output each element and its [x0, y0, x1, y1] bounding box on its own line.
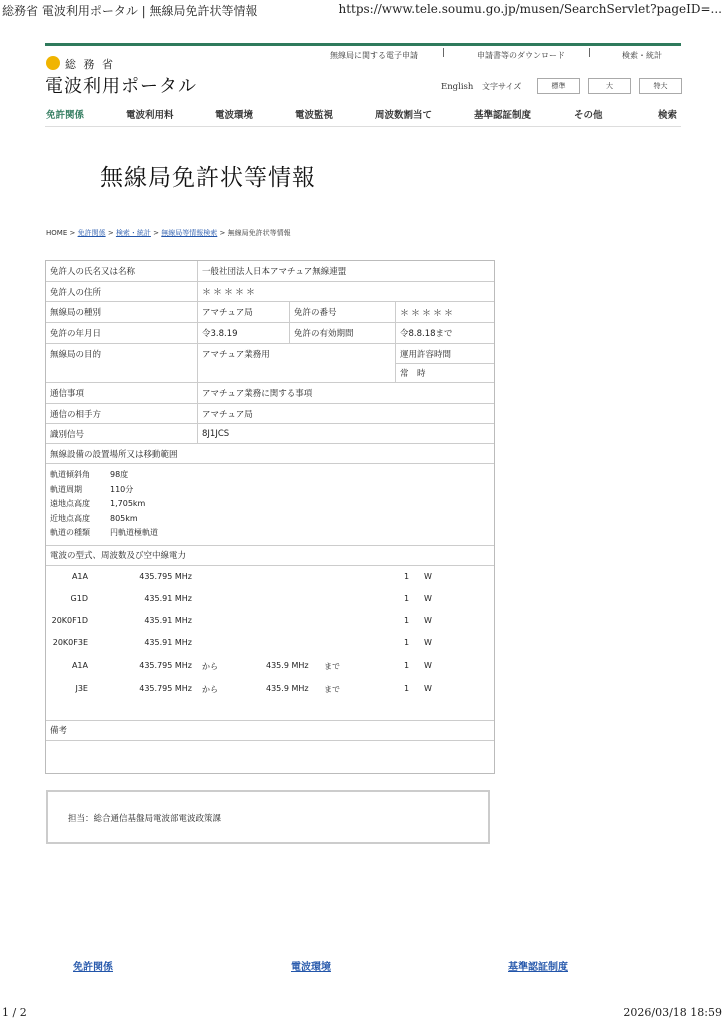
emission-unit: W [424, 660, 432, 670]
util-link-search-stats[interactable]: 検索・統計 [622, 51, 662, 60]
emission-type: J3E [75, 683, 88, 693]
remarks-label: 備考 [50, 726, 68, 736]
orbit-line [50, 468, 158, 483]
orbit-key: 遠地点高度 [50, 499, 90, 508]
emission-to-freq: 435.9 MHz [266, 660, 309, 670]
licensee-value: 一般社団法人日本アマチュア無線連盟 [202, 267, 347, 277]
table-row [46, 302, 494, 323]
orbit-key: 軌道の種類 [50, 528, 90, 537]
breadcrumb-sep: > [153, 229, 160, 237]
nav-certification[interactable]: 基準認証制度 [474, 110, 532, 121]
emission-from: から [202, 661, 218, 671]
table-row [46, 721, 494, 741]
emission-power: 1 [404, 615, 410, 625]
emission-power: 1 [404, 593, 410, 603]
hours-value: 常 時 [400, 369, 426, 379]
license-date-label: 免許の年月日 [46, 323, 198, 343]
english-link[interactable]: English [441, 82, 474, 92]
footer-link-certification[interactable]: 基準認証制度 [508, 962, 568, 973]
breadcrumb-current: 無線局免許状等情報 [227, 229, 291, 237]
emission-power: 1 [404, 683, 410, 693]
station-type-label: 無線局の種別 [46, 302, 198, 322]
nav-radio-environment[interactable]: 電波環境 [215, 110, 254, 121]
emission-freq: 435.795 MHz [139, 660, 192, 670]
orbit-info [46, 464, 162, 545]
print-page-number: 1 / 2 [2, 1006, 27, 1019]
emission-type: G1D [70, 593, 88, 603]
emission-type: A1A [71, 660, 88, 670]
emission-freq: 435.91 MHz [144, 637, 192, 647]
orbit-line [50, 512, 158, 527]
purpose-value: アマチュア業務用 [198, 344, 396, 382]
location-label: 無線設備の設置場所又は移動範囲 [50, 449, 178, 460]
license-no-value: ＊＊＊＊＊ [400, 308, 456, 319]
util-link-downloads[interactable]: 申請書等のダウンロード [477, 51, 565, 60]
licensee-label: 免許人の氏名又は名称 [46, 261, 198, 281]
nav-frequency-allocation[interactable]: 周波数割当て [375, 110, 433, 121]
nav-search[interactable]: 検索 [658, 110, 678, 121]
table-row [46, 566, 494, 721]
emission-type: A1A [71, 571, 88, 581]
callsign-label: 識別信号 [46, 424, 198, 443]
table-row [46, 424, 494, 444]
comm-label: 通信事項 [46, 383, 198, 403]
orbit-value: 円軌道極軌道 [110, 528, 158, 537]
print-page-title: 総務省 電波利用ポータル | 無線局免許状等情報 [2, 4, 258, 18]
footer-link-radio-environment[interactable]: 電波環境 [291, 962, 331, 973]
orbit-value: 98度 [110, 470, 129, 479]
orbit-line [50, 526, 158, 541]
print-date: 2026/03/18 18:59 [623, 1006, 722, 1019]
address-value: ＊＊＊＊＊ [202, 288, 258, 298]
table-row [46, 741, 494, 773]
address-label: 免許人の住所 [46, 282, 198, 301]
footer-link-license[interactable]: 免許関係 [73, 962, 113, 973]
table-row [46, 383, 494, 404]
partner-label: 通信の相手方 [46, 404, 198, 423]
portal-logo[interactable]: 電波利用ポータル [45, 76, 197, 97]
table-row [46, 444, 494, 464]
orbit-value: 1,705km [110, 499, 146, 508]
remarks-value [46, 741, 494, 773]
validity-value: 令8.8.18まで [400, 329, 453, 339]
table-row [46, 404, 494, 424]
breadcrumb-sep: > [219, 229, 226, 237]
table-row [46, 546, 494, 566]
orbit-value: 110分 [110, 484, 134, 494]
ministry-name: 総 務 省 [65, 58, 115, 71]
emission-until: まで [324, 684, 340, 694]
page-title: 無線局免許状等情報 [100, 165, 316, 191]
font-size-large-button[interactable]: 大 [588, 78, 631, 94]
contact-text: 担当：総合通信基盤局電波部電波政策課 [68, 814, 222, 824]
station-type-value: アマチュア局 [198, 302, 290, 322]
ministry-logo-icon [46, 56, 60, 70]
partner-value: アマチュア局 [202, 409, 253, 420]
header-rule [45, 43, 681, 46]
emission-type: 20K0F3E [52, 637, 88, 647]
font-size-standard-button[interactable]: 標準 [537, 78, 580, 94]
emission-unit: W [424, 637, 432, 647]
hours-cell [396, 344, 494, 382]
nav-other[interactable]: その他 [574, 110, 603, 121]
emission-freq: 435.795 MHz [139, 683, 192, 693]
license-date-value: 令3.8.19 [198, 323, 290, 343]
util-link-e-application[interactable]: 無線局に関する電子申請 [330, 51, 418, 60]
emission-power: 1 [404, 571, 410, 581]
emission-unit: W [424, 683, 432, 693]
emission-freq: 435.91 MHz [144, 615, 192, 625]
emission-type: 20K0F1D [51, 615, 88, 625]
emission-unit: W [424, 593, 432, 603]
breadcrumb-link-search-stats[interactable]: 検索・統計 [115, 229, 151, 237]
orbit-key: 軌道周期 [50, 484, 82, 494]
emission-label: 電波の型式、周波数及び空中線電力 [50, 551, 187, 561]
breadcrumb [46, 228, 291, 238]
emission-power: 1 [404, 660, 410, 670]
nav-radio-monitoring[interactable]: 電波監視 [295, 110, 334, 121]
breadcrumb-link-station-search[interactable]: 無線局等情報検索 [161, 229, 218, 237]
breadcrumb-sep: > [69, 229, 76, 237]
breadcrumb-sep: > [107, 229, 114, 237]
emission-until: まで [324, 661, 340, 671]
table-row [46, 261, 494, 282]
nav-divider [45, 126, 681, 127]
hours-label: 運用許容時間 [396, 344, 494, 364]
emission-freq: 435.91 MHz [144, 593, 192, 603]
emission-power: 1 [404, 637, 410, 647]
orbit-line [50, 497, 158, 512]
license-record-table [45, 260, 495, 774]
table-row [46, 344, 494, 383]
breadcrumb-home[interactable]: HOME [46, 229, 68, 237]
font-size-label: 文字サイズ [482, 82, 522, 91]
emission-list [46, 566, 494, 720]
nav-radio-fee[interactable]: 電波利用料 [126, 110, 174, 121]
comm-value: アマチュア業務に関する事項 [202, 389, 313, 399]
purpose-label: 無線局の目的 [46, 344, 198, 382]
validity-label: 免許の有効期間 [290, 323, 396, 343]
util-separator: | [442, 48, 446, 58]
nav-license[interactable]: 免許関係 [46, 110, 85, 121]
orbit-value: 805km [110, 513, 138, 523]
emission-unit: W [424, 571, 432, 581]
breadcrumb-link-license[interactable]: 免許関係 [77, 229, 106, 237]
license-no-label: 免許の番号 [290, 302, 396, 322]
orbit-line [50, 483, 158, 498]
orbit-key: 軌道傾斜角 [50, 470, 90, 479]
emission-from: から [202, 684, 218, 694]
table-row [46, 464, 494, 546]
table-row [46, 282, 494, 302]
emission-freq: 435.795 MHz [139, 571, 192, 581]
print-url: https://www.tele.soumu.go.jp/musen/SearchServlet?pageID=... [338, 2, 722, 16]
emission-unit: W [424, 615, 432, 625]
util-separator: | [588, 48, 592, 58]
orbit-key: 近地点高度 [50, 513, 90, 523]
font-size-xlarge-button[interactable]: 特大 [639, 78, 682, 94]
table-row [46, 323, 494, 344]
callsign-value: 8J1JCS [202, 428, 230, 439]
emission-to-freq: 435.9 MHz [266, 683, 309, 693]
